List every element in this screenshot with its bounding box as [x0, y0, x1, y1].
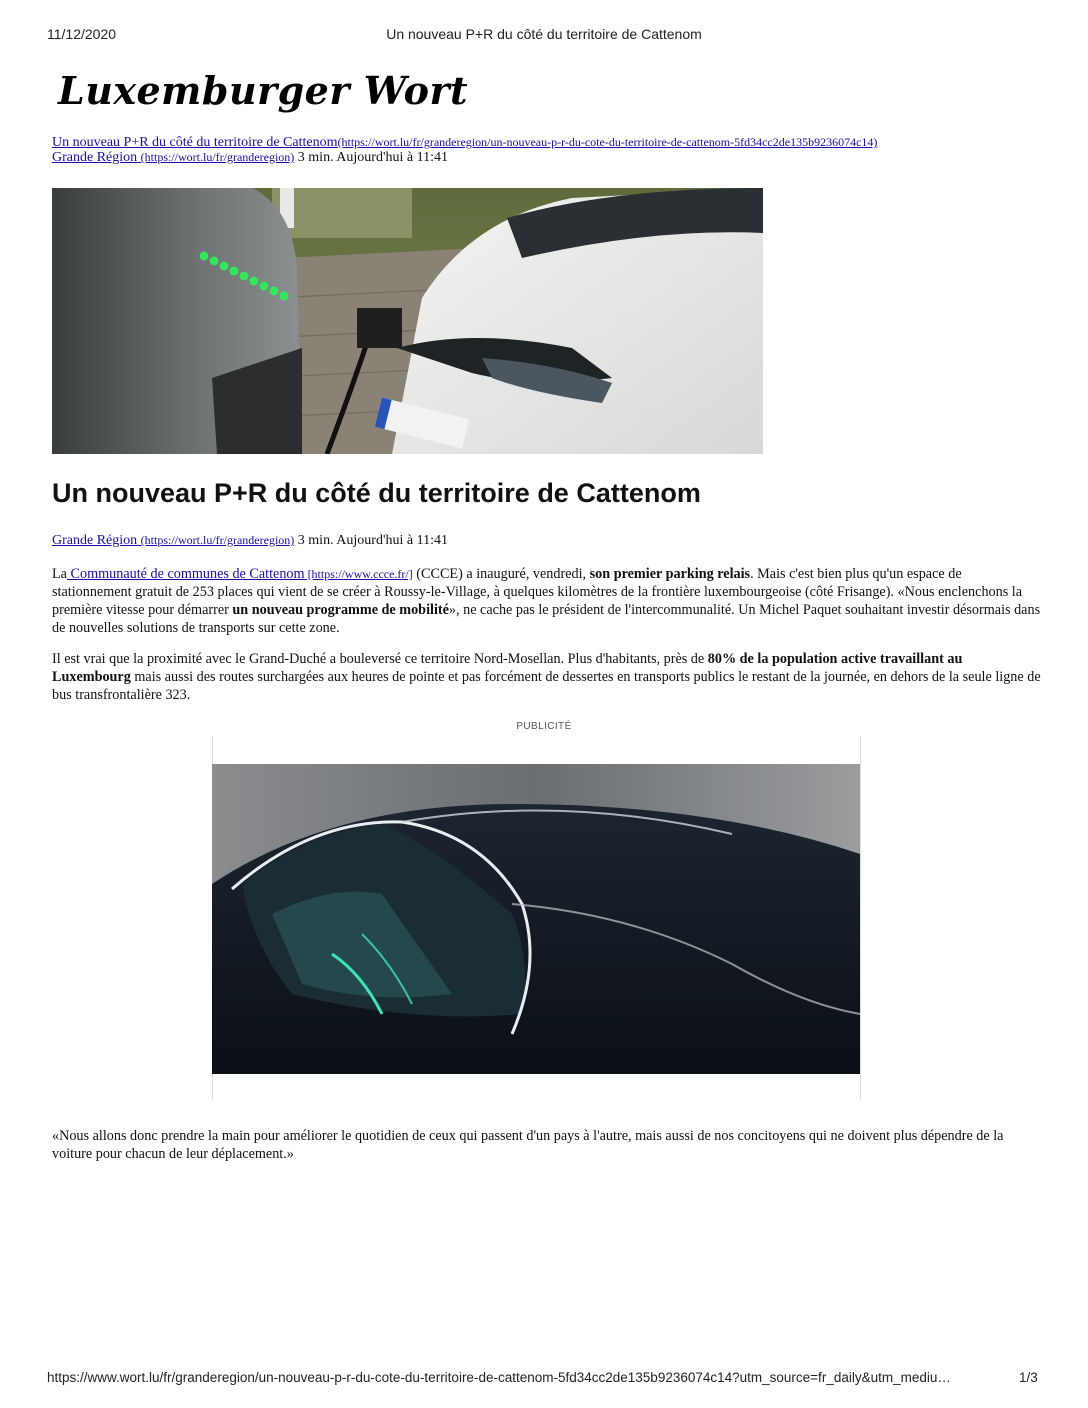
paragraph-2: Il est vrai que la proximité avec le Grand-Duché a bouleversé ce territoire Nord-Mosellan. Plus d'habitants, près de 80% de la population active travaillant au Luxembourg mais aussi des routes surchargées aux heures de pointe et pas forcément de dessertes en transports publics le restant de la journée, en dehors de la seule ligne de bus transfrontalière 323.	[52, 651, 1041, 703]
advertisement-image[interactable]	[212, 764, 860, 1074]
article-link[interactable]: Un nouveau P+R du côté du territoire de Cattenom(https://wort.lu/fr/granderegion/un-nouveau-p-r-du-cote-du-territoire-de-cattenom-5fd34cc2de135b9236074c14)	[52, 135, 878, 150]
print-page-title: Un nouveau P+R du côté du territoire de Cattenom	[386, 26, 702, 42]
footer-url: https://www.wort.lu/fr/granderegion/un-nouveau-p-r-du-cote-du-territoire-de-cattenom-5fd34cc2de135b9236074c14?utm_source=fr_daily&utm_mediu…	[47, 1370, 951, 1385]
article-meta: Grande Région (https://wort.lu/fr/granderegion) 3 min. Aujourd'hui à 11:41	[52, 533, 448, 548]
page-number: 1/3	[1019, 1370, 1038, 1385]
print-date: 11/12/2020	[47, 26, 117, 42]
section-link[interactable]: Grande Région (https://wort.lu/fr/granderegion)	[52, 150, 295, 165]
paragraph-3: «Nous allons donc prendre la main pour améliorer le quotidien de ceux qui passent d'un pays à l'autre, mais aussi de nos concitoyens qui ne doivent plus dépendre de la voiture pour chacun de leur déplacement.»	[52, 1128, 1004, 1162]
paragraph-1: La Communauté de communes de Cattenom [https://www.ccce.fr/] (CCCE) a inauguré, vendredi, son premier parking relais. Mais c'est bien plus qu'un espace de stationnement gratuit de 253 places qui vient de se créer à Roussy-le-Village, à quelques kilomètres de la frontière luxembourgeoise (côté Frisange). «Nous enclenchons la première vitesse pour démarrer un nouveau programme de mobilité», ne cache pas le président de l'intercommunalité. Un Michel Paquet souhaitant investir désormais dans de nouvelles solutions de transports sur cette zone.	[52, 566, 1041, 636]
site-logo[interactable]: Luxemburger Wort	[58, 68, 469, 113]
ad-label: PUBLICITÉ	[516, 721, 572, 732]
top-links	[52, 135, 892, 165]
article-title: Un nouveau P+R du côté du territoire de Cattenom	[52, 478, 701, 508]
article-section-link[interactable]: Grande Région (https://wort.lu/fr/granderegion)	[52, 533, 295, 548]
ccce-link[interactable]: Communauté de communes de Cattenom [https://www.ccce.fr/]	[66, 566, 413, 582]
top-meta: 3 min. Aujourd'hui à 11:41	[294, 150, 448, 165]
hero-image	[52, 188, 763, 454]
